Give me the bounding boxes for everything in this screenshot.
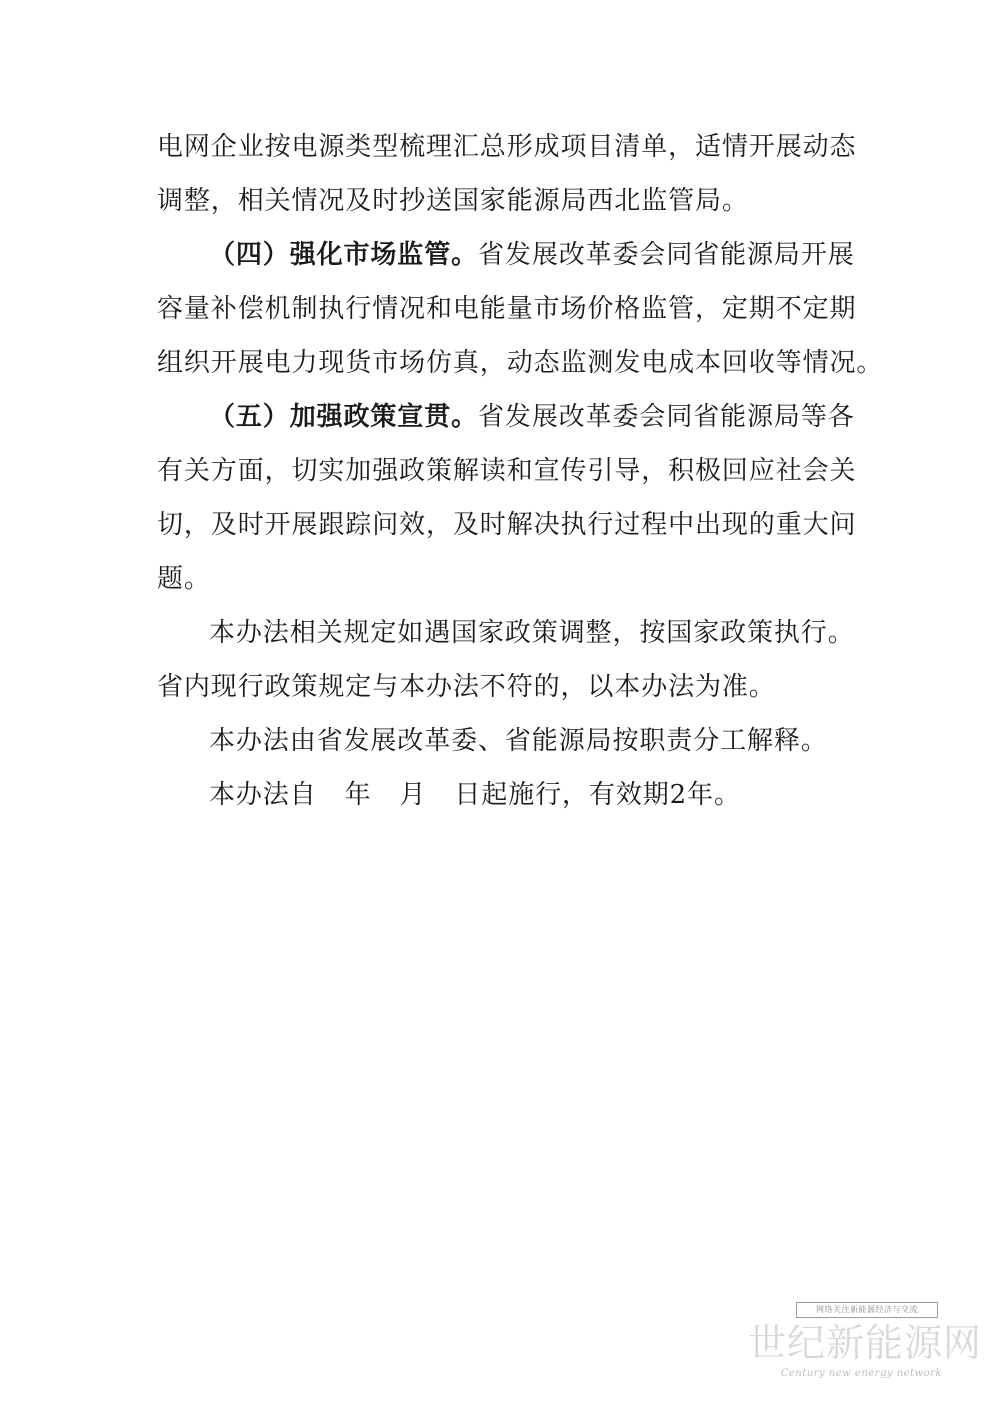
effective-date-suffix: 日起施行，有效期2年。 <box>454 780 741 810</box>
section-five-text: 省发展改革委会同省能源局等各 <box>478 402 855 432</box>
watermark-title: 世纪新能源网 <box>747 1321 982 1365</box>
effective-date-year: 年 <box>344 780 372 810</box>
section-four-paragraph <box>157 228 857 282</box>
effective-date-month: 月 <box>399 780 427 810</box>
text-line: 本办法由省发展改革委、省能源局按职责分工解释。 <box>209 726 828 756</box>
section-five-paragraph <box>157 390 857 444</box>
section-four-heading: （四）强化市场监管。 <box>209 240 479 270</box>
text-line: 本办法相关规定如遇国家政策调整，按国家政策执行。 <box>209 618 855 648</box>
effective-date-prefix: 本办法自 <box>209 780 317 810</box>
text-line: 省内现行政策规定与本办法不符的，以本办法为准。 <box>157 672 776 702</box>
effective-date-line <box>157 768 857 822</box>
section-five-heading: （五）加强政策宣贯。 <box>209 402 479 432</box>
text-line: 题。 <box>157 564 211 594</box>
text-line: 电网企业按电源类型梳理汇总形成项目清单，适情开展动态 <box>157 132 857 162</box>
text-line: 容量补偿机制执行情况和电能量市场价格监管，定期不定期 <box>157 294 857 324</box>
watermark-logo <box>747 1302 982 1402</box>
document-body <box>157 120 884 822</box>
watermark-subtitle: Century new energy network <box>780 1368 942 1379</box>
text-line: 有关方面，切实加强政策解读和宣传引导，积极回应社会关 <box>157 456 857 486</box>
watermark-tagline: 网络关注新能源经济与交流 <box>796 1302 938 1318</box>
section-four-text: 省发展改革委会同省能源局开展 <box>478 240 855 270</box>
text-line: 组织开展电力现货市场仿真，动态监测发电成本回收等情况。 <box>157 348 884 378</box>
text-line: 调整，相关情况及时抄送国家能源局西北监管局。 <box>157 186 749 216</box>
text-line: 切，及时开展跟踪问效，及时解决执行过程中出现的重大问 <box>157 510 857 540</box>
